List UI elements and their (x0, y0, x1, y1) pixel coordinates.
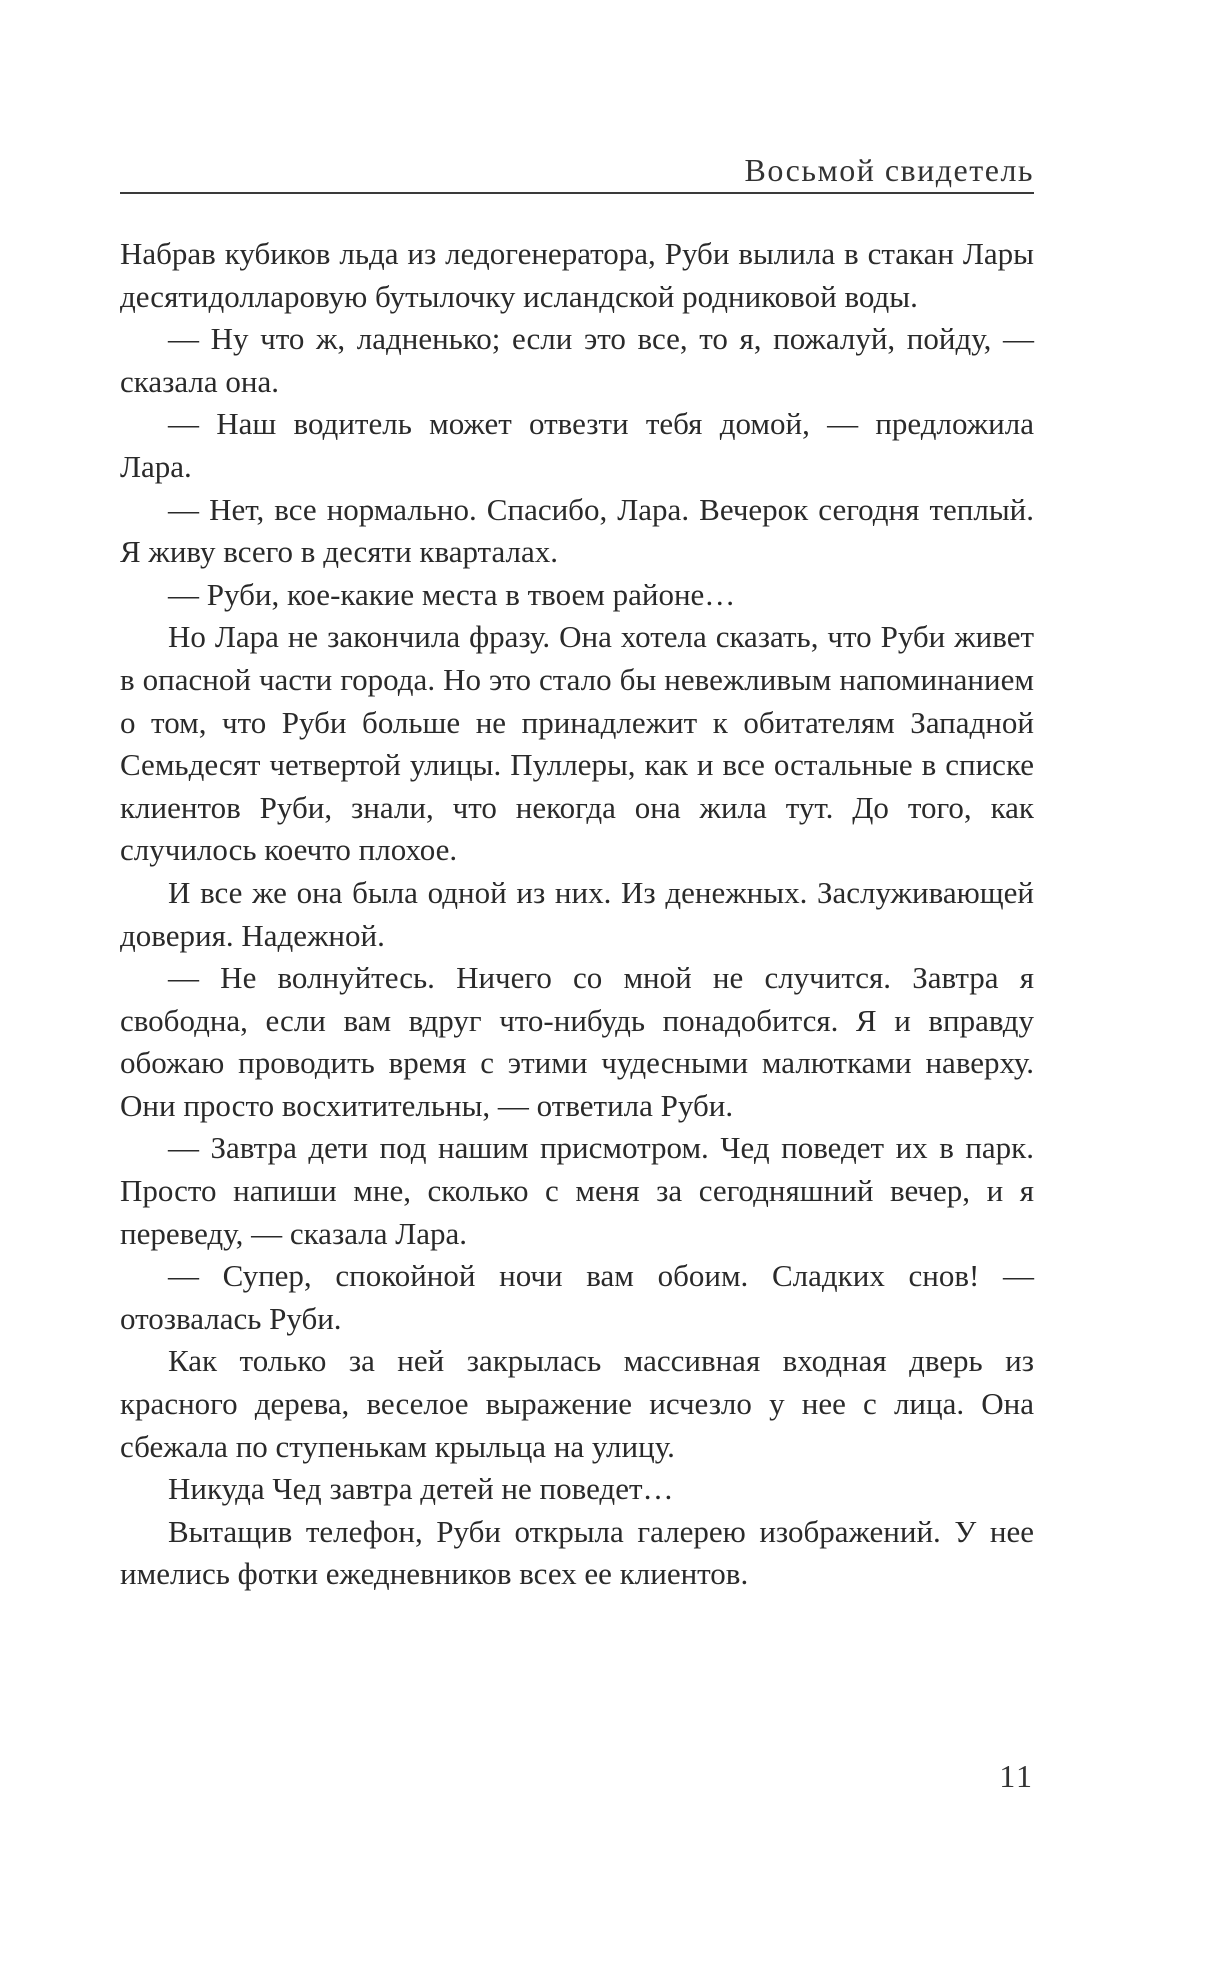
running-head-title: Восьмой свидетель (744, 152, 1034, 188)
paragraph: И все же она была одной из них. Из денежных. Заслуживающей доверия. Надежной. (120, 874, 1034, 953)
paragraph: — Наш водитель может отвезти тебя домой, — предложила Лара. (120, 406, 1034, 484)
paragraph: — Нет, все нормально. Спасибо, Лара. Вечерок сегодня теплый. Я живу всего в десяти кварталах. (120, 491, 1034, 570)
paragraph: — Завтра дети под нашим присмотром. Чед поведет их в парк. Просто напиши мне, сколько с меня за сегодняшний вечер, и я переведу, — сказала Лара. (120, 1130, 1034, 1251)
paragraph: Вытащив телефон, Руби открыла галерею изображений. У нее имелись фотки ежедневников всех ее клиентов. (120, 1513, 1034, 1592)
running-head (120, 150, 1034, 194)
paragraph: Но Лара не закончила фразу. Она хотела сказать, что Руби живет в опасной части города. Но это стало бы невежливым напоминанием о том, что Руби больше не принадлежит к обитателям Западной Семьдесят четвертой улицы. Пуллеры, как и все остальные в списке клиентов Руби, знали, что некогда она жила тут. До того, как случилось коечто плохое. (120, 619, 1034, 868)
paragraph: — Супер, спокойной ночи вам обоим. Сладких снов! — отозвалась Руби. (120, 1258, 1034, 1336)
paragraph: Набрав кубиков льда из ледогенератора, Руби вылила в стакан Лары десятидолларовую бутылочку исландской родниковой воды. (120, 236, 1034, 314)
paragraph: — Не волнуйтесь. Ничего со мной не случится. Завтра я свободна, если вам вдруг что-нибудь понадобится. Я и вправду обожаю проводить время с этими чудесными малютками наверху. Они просто восхитительны, — ответила Руби. (120, 960, 1034, 1123)
body-text (120, 233, 1034, 1596)
page-number: 11 (999, 1758, 1034, 1794)
paragraph: Никуда Чед завтра детей не поведет… (168, 1471, 674, 1507)
paragraph: — Руби, кое-какие места в твоем районе… (168, 576, 736, 612)
paragraph: — Ну что ж, ладненько; если это все, то я, пожалуй, пойду, — сказала она. (120, 321, 1034, 399)
paragraph: Как только за ней закрылась массивная входная дверь из красного дерева, веселое выражение исчезло у нее с лица. Она сбежала по ступенькам крыльца на улицу. (120, 1343, 1034, 1464)
